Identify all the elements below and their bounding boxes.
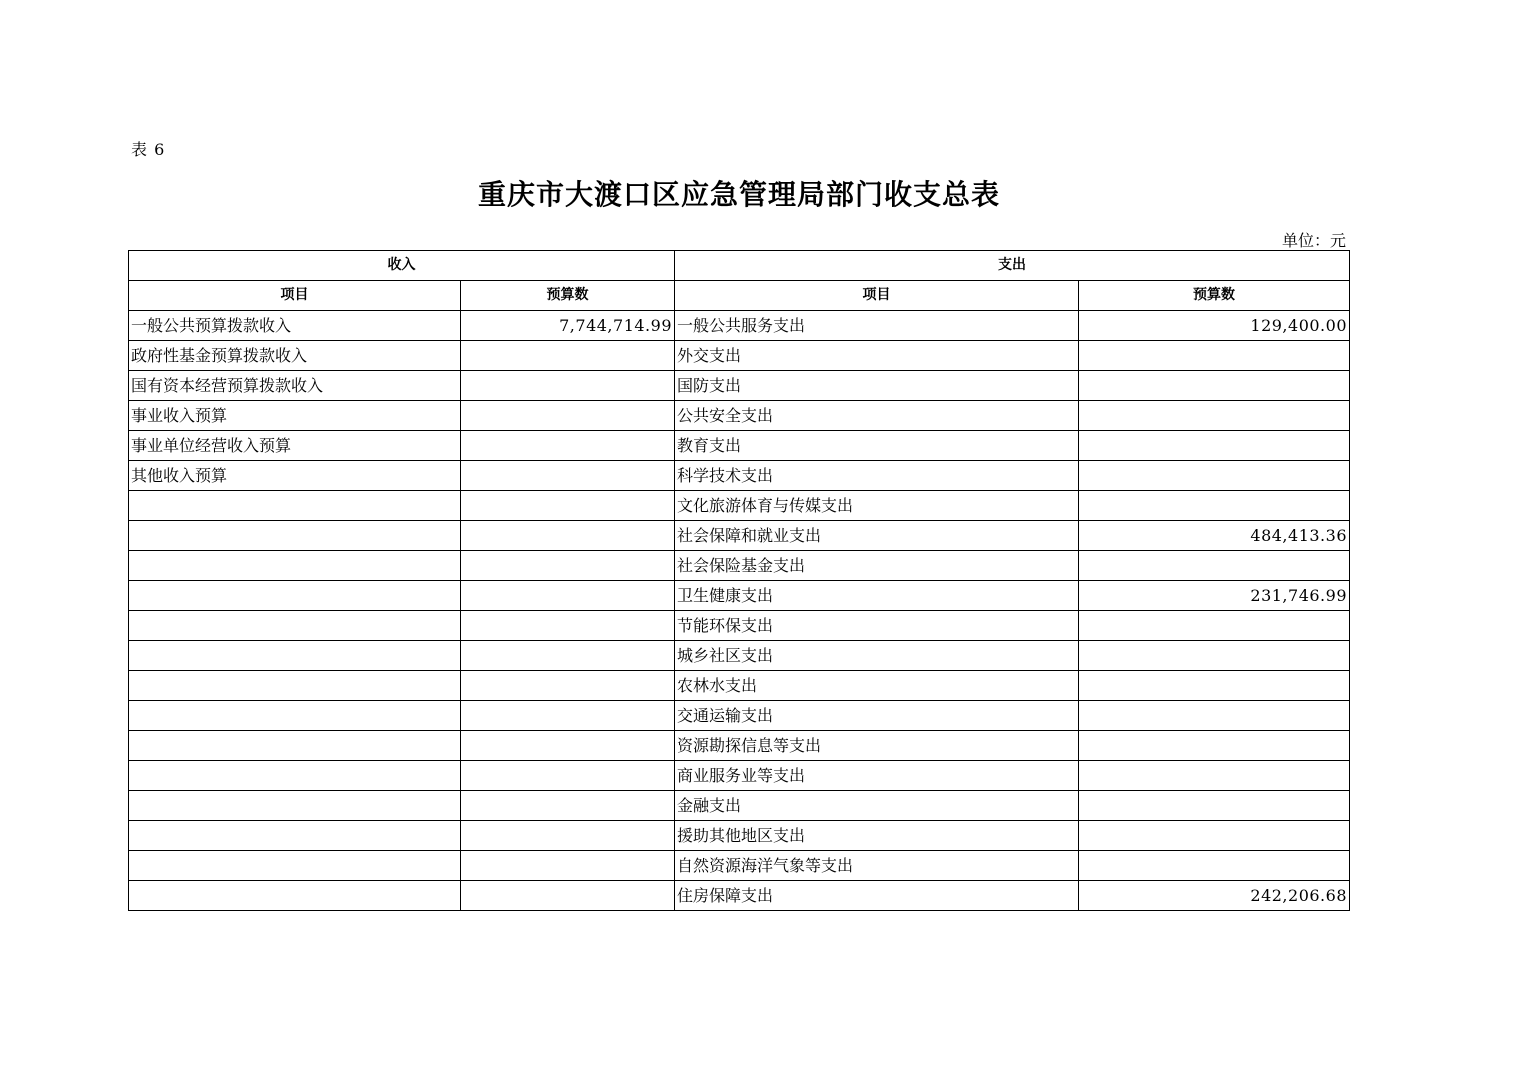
expenditure-amount-cell: [1079, 341, 1350, 371]
table-row: [129, 821, 1350, 851]
table-row: [129, 341, 1350, 371]
income-amount-cell: [461, 611, 675, 641]
income-item-cell: [129, 761, 461, 791]
table-row: [129, 731, 1350, 761]
income-amount-cell: [461, 851, 675, 881]
income-item-cell: [129, 821, 461, 851]
income-item-cell: 事业单位经营收入预算: [129, 431, 461, 461]
income-amount-cell: [461, 881, 675, 911]
income-amount-cell: [461, 371, 675, 401]
table-row: [129, 371, 1350, 401]
expenditure-item-cell: 援助其他地区支出: [675, 821, 1079, 851]
budget-summary-table: [128, 250, 1350, 911]
table-column-header-row: [129, 281, 1350, 311]
table-row: [129, 311, 1350, 341]
expenditure-item-header: 项目: [675, 281, 1079, 311]
income-item-cell: [129, 731, 461, 761]
income-amount-cell: [461, 581, 675, 611]
table-row: [129, 461, 1350, 491]
expenditure-amount-cell: [1079, 431, 1350, 461]
table-group-header-row: [129, 251, 1350, 281]
page-title: 重庆市大渡口区应急管理局部门收支总表: [477, 178, 1000, 211]
table-row: [129, 791, 1350, 821]
table-row: [129, 851, 1350, 881]
table-row: [129, 491, 1350, 521]
table-body: [129, 311, 1350, 911]
expenditure-item-cell: 社会保障和就业支出: [675, 521, 1079, 551]
table-row: [129, 701, 1350, 731]
table-row: [129, 761, 1350, 791]
income-item-cell: [129, 641, 461, 671]
income-item-cell: [129, 551, 461, 581]
expenditure-group-header: 支出: [675, 251, 1350, 281]
expenditure-item-cell: 卫生健康支出: [675, 581, 1079, 611]
expenditure-item-cell: 农林水支出: [675, 671, 1079, 701]
expenditure-amount-cell: [1079, 641, 1350, 671]
income-item-cell: 其他收入预算: [129, 461, 461, 491]
expenditure-item-cell: 科学技术支出: [675, 461, 1079, 491]
expenditure-item-cell: 社会保险基金支出: [675, 551, 1079, 581]
expenditure-amount-cell: [1079, 551, 1350, 581]
expenditure-amount-cell: [1079, 731, 1350, 761]
table-row: [129, 881, 1350, 911]
income-budget-header: 预算数: [461, 281, 675, 311]
expenditure-item-cell: 文化旅游体育与传媒支出: [675, 491, 1079, 521]
income-amount-cell: [461, 521, 675, 551]
expenditure-amount-cell: 242,206.68: [1079, 881, 1350, 911]
income-group-header: 收入: [129, 251, 675, 281]
income-item-cell: [129, 581, 461, 611]
income-amount-cell: [461, 401, 675, 431]
income-amount-cell: [461, 761, 675, 791]
expenditure-item-cell: 国防支出: [675, 371, 1079, 401]
income-item-cell: [129, 491, 461, 521]
income-amount-cell: [461, 641, 675, 671]
table-row: [129, 611, 1350, 641]
expenditure-amount-cell: [1079, 851, 1350, 881]
expenditure-amount-cell: 129,400.00: [1079, 311, 1350, 341]
expenditure-item-cell: 外交支出: [675, 341, 1079, 371]
income-item-cell: [129, 611, 461, 641]
income-amount-cell: [461, 551, 675, 581]
expenditure-item-cell: 交通运输支出: [675, 701, 1079, 731]
income-item-cell: [129, 851, 461, 881]
income-amount-cell: [461, 491, 675, 521]
table-row: [129, 431, 1350, 461]
expenditure-item-cell: 金融支出: [675, 791, 1079, 821]
income-item-cell: 事业收入预算: [129, 401, 461, 431]
expenditure-item-cell: 公共安全支出: [675, 401, 1079, 431]
expenditure-item-cell: 住房保障支出: [675, 881, 1079, 911]
table-row: [129, 641, 1350, 671]
expenditure-item-cell: 资源勘探信息等支出: [675, 731, 1079, 761]
expenditure-amount-cell: [1079, 701, 1350, 731]
table-row: [129, 401, 1350, 431]
expenditure-amount-cell: [1079, 821, 1350, 851]
income-amount-cell: [461, 701, 675, 731]
income-amount-cell: [461, 731, 675, 761]
income-amount-cell: [461, 671, 675, 701]
income-amount-cell: [461, 791, 675, 821]
expenditure-item-cell: 节能环保支出: [675, 611, 1079, 641]
expenditure-budget-header: 预算数: [1079, 281, 1350, 311]
expenditure-amount-cell: [1079, 461, 1350, 491]
expenditure-amount-cell: [1079, 791, 1350, 821]
expenditure-item-cell: 一般公共服务支出: [675, 311, 1079, 341]
income-item-cell: 一般公共预算拨款收入: [129, 311, 461, 341]
income-item-cell: 国有资本经营预算拨款收入: [129, 371, 461, 401]
income-item-cell: [129, 791, 461, 821]
income-amount-cell: [461, 461, 675, 491]
expenditure-amount-cell: [1079, 401, 1350, 431]
income-amount-cell: [461, 341, 675, 371]
expenditure-amount-cell: [1079, 371, 1350, 401]
income-amount-cell: [461, 431, 675, 461]
expenditure-amount-cell: 231,746.99: [1079, 581, 1350, 611]
income-item-cell: 政府性基金预算拨款收入: [129, 341, 461, 371]
expenditure-item-cell: 自然资源海洋气象等支出: [675, 851, 1079, 881]
table-number-label: 表 6: [131, 140, 166, 159]
income-item-cell: [129, 671, 461, 701]
income-item-cell: [129, 881, 461, 911]
income-item-header: 项目: [129, 281, 461, 311]
unit-label: 单位：元: [1281, 231, 1346, 250]
expenditure-amount-cell: [1079, 611, 1350, 641]
expenditure-item-cell: 城乡社区支出: [675, 641, 1079, 671]
income-amount-cell: 7,744,714.99: [461, 311, 675, 341]
table-row: [129, 581, 1350, 611]
income-amount-cell: [461, 821, 675, 851]
expenditure-amount-cell: [1079, 671, 1350, 701]
table-row: [129, 521, 1350, 551]
table-row: [129, 671, 1350, 701]
expenditure-item-cell: 商业服务业等支出: [675, 761, 1079, 791]
expenditure-amount-cell: [1079, 761, 1350, 791]
income-item-cell: [129, 521, 461, 551]
income-item-cell: [129, 701, 461, 731]
expenditure-amount-cell: [1079, 491, 1350, 521]
expenditure-item-cell: 教育支出: [675, 431, 1079, 461]
table-row: [129, 551, 1350, 581]
expenditure-amount-cell: 484,413.36: [1079, 521, 1350, 551]
